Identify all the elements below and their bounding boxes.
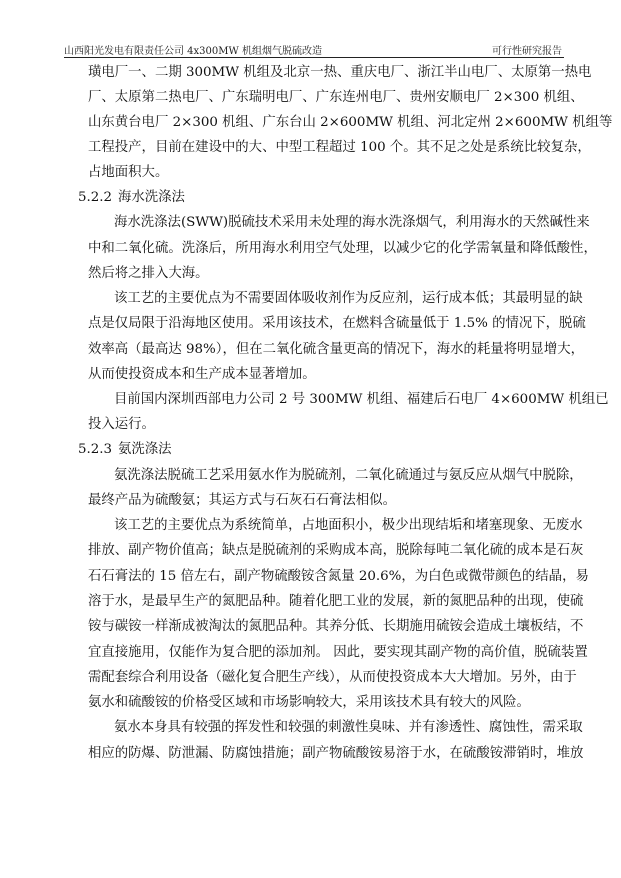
body-line: 排放、副产物价值高；缺点是脱硫剂的采购成本高，脱除每吨二氧化硫的成本是石灰 xyxy=(88,543,584,558)
body-line: 溶于水，是最早生产的氮肥品种。随着化肥工业的发展，新的氮肥品种的出现，使硫 xyxy=(88,594,584,609)
section-title: 海水洗涤法 xyxy=(118,190,185,205)
section-title: 氨洗涤法 xyxy=(118,442,172,457)
body-line: 中和二氧化硫。洗涤后，所用海水利用空气处理，以减少它的化学需氧量和降低酸性， xyxy=(88,241,597,256)
section-number: 5.2.2 xyxy=(78,190,113,205)
body-line: 点是仅局限于沿海地区使用。采用该技术，在燃料含硫量低于 1.5% 的情况下，脱硫 xyxy=(88,316,586,331)
body-line: 厂、太原第二热电厂、广东瑞明电厂、广东连州电厂、贵州安顺电厂 2×300 机组、 xyxy=(88,90,584,105)
body-line: 效率高（最高达 98%），但在二氧化硫含量更高的情况下，海水的耗量将明显增大， xyxy=(88,342,584,357)
body-line: 从而使投资成本和生产成本显著增加。 xyxy=(88,367,316,382)
body-line: 石石膏法的 15 倍左右，副产物硫酸铵含氮量 20.6%，为白色或微带颜色的结晶，易 xyxy=(88,569,589,584)
body-line: 璜电厂一、二期 300MW 机组及北京一热、重庆电厂、浙江半山电厂、太原第一热电 xyxy=(88,65,592,80)
body-line: 山东黄台电厂 2×300 机组、广东台山 2×600MW 机组、河北定州 2×600MW 机组等 xyxy=(88,115,613,130)
body-line: 最终产品为硫酸氨；其运方式与石灰石石膏法相似。 xyxy=(88,493,396,508)
header-company-project: 山西阳光发电有限责任公司 4x300MW 机组烟气脱硫改造 xyxy=(64,46,322,57)
body-line: 投入运行。 xyxy=(88,417,155,432)
body-line: 需配套综合利用设备（磁化复合肥生产线），从而使投资成本大大增加。另外，由于 xyxy=(88,670,577,685)
page-header xyxy=(64,39,564,58)
body-line: 氨水本身具有较强的挥发性和较强的刺激性臭味、并有渗透性、腐蚀性，需采取 xyxy=(114,720,583,735)
section-number: 5.2.3 xyxy=(78,442,113,457)
body-line: 该工艺的主要优点为不需要固体吸收剂作为反应剂，运行成本低；其最明显的缺 xyxy=(114,291,583,306)
body-line: 该工艺的主要优点为系统简单，占地面积小，极少出现结垢和堵塞现象、无废水 xyxy=(114,518,583,533)
body-line: 目前国内深圳西部电力公司 2 号 300MW 机组、福建后石电厂 4×600MW 机组已 xyxy=(114,392,609,407)
body-line: 氨洗涤法脱硫工艺采用氨水作为脱硫剂，二氧化硫通过与氨反应从烟气中脱除， xyxy=(114,468,583,483)
body-line: 海水洗涤法(SWW)脱硫技术采用未处理的海水洗涤烟气，利用海水的天然碱性来 xyxy=(114,215,590,230)
section-heading-5-2-2 xyxy=(78,189,185,207)
body-line: 相应的防爆、防泄漏、防腐蚀措施；副产物硫酸铵易溶于水，在硫酸铵滞销时，堆放 xyxy=(88,746,584,761)
header-report-type: 可行性研究报告 xyxy=(492,46,562,57)
body-line: 然后将之排入大海。 xyxy=(88,266,209,281)
body-line: 占地面积大。 xyxy=(88,165,169,180)
body-line: 氨水和硫酸铵的价格受区域和市场影响较大，采用该技术具有较大的风险。 xyxy=(88,695,530,710)
body-line: 铵与碳铵一样渐成被淘汰的氮肥品种。其养分低、长期施用硫铵会造成土壤板结，不 xyxy=(88,619,584,634)
section-heading-5-2-3 xyxy=(78,441,172,459)
body-line: 工程投产，目前在建设中的大、中型工程超过 100 个。其不足之处是系统比较复杂， xyxy=(88,140,591,155)
body-line: 宜直接施用，仅能作为复合肥的添加剂。 因此，要实现其副产物的高价值，脱硫装置 xyxy=(88,645,588,660)
